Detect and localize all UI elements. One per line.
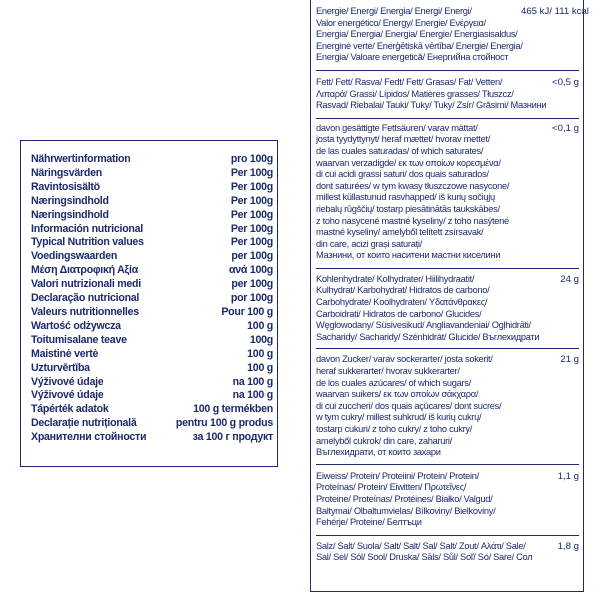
language-label: Výživové údaje [31, 389, 104, 402]
nutrient-label-line: Proteínas/ Protein/ Eiwitten/ Πρωτεΐνες/ [316, 482, 467, 493]
nutrient-label-line: waarvan verzadigde/ εκ των οποίων κορεσμένα/ [316, 157, 501, 168]
language-label: Ravintosisältö [31, 180, 100, 193]
nutrition-header-row [31, 306, 273, 320]
nutrient-label-line: Rasvad/ Riebalai/ Tauki/ Tuky/ Tuky/ Zsír/ Grăsimi/ Мазнини [316, 100, 547, 111]
nutrient-value: <0,1 g [552, 122, 579, 134]
nutrient-label-line: waarvan suikers/ εκ των οποίων σάκχαρα/ [316, 389, 479, 400]
nutrient-label-line: de las cuales saturadas/ of which saturates/ [316, 145, 484, 156]
per-100g-label: per 100g [231, 278, 273, 291]
language-label: Toitumisalane teave [31, 333, 127, 346]
per-100g-label: por 100g [230, 292, 273, 305]
nutrition-header-row [31, 264, 273, 278]
nutrition-header-row [31, 376, 273, 390]
language-label: Maistinė vertė [31, 347, 99, 360]
nutrient-label [316, 471, 521, 529]
nutrient-value: 1,1 g [557, 470, 579, 482]
per-100g-label: Per 100g [230, 222, 273, 235]
nutrient-label-line: Kohlenhydrate/ Kolhydrater/ Hiilihydraatit/ [316, 273, 475, 284]
language-label: Wartość odżywcza [31, 319, 121, 332]
per-100g-label: na 100 g [232, 389, 273, 402]
language-label: Voedingswaarden [31, 250, 118, 263]
nutrition-header-row [31, 292, 273, 306]
language-label: Valeurs nutritionnelles [31, 305, 139, 318]
nutrient-label-line: Мазнини, от които наситени мастни киселини [316, 250, 501, 261]
nutrient-label-line: Carbohydrate/ Koolhydraten/ Υδατάνθρακες/ [316, 297, 488, 308]
nutrient-section [316, 0, 589, 70]
nutrition-header-row [31, 223, 273, 237]
nutrient-label [316, 6, 521, 64]
nutrient-section [316, 348, 579, 463]
per-100g-label: 100g [249, 333, 273, 346]
language-label: Valori nutrizionali medi [31, 278, 141, 291]
nutrient-label-line: Λιπαρά/ Grassi/ Lípidos/ Matières grasses/ Tłuszcz/ [316, 88, 514, 99]
per-100g-label: Per 100g [230, 236, 273, 249]
nutrient-section [316, 70, 579, 118]
nutrient-value: 1,8 g [557, 540, 579, 552]
language-label: Хранителни стойности [31, 431, 147, 444]
nutrient-label-line: Въглехидрати, от които захари [316, 447, 441, 458]
nutrition-header-row [31, 195, 273, 209]
language-label: Declarație nutrițională [31, 417, 137, 430]
nutrient-section [316, 535, 579, 568]
nutrient-label-line: din care, acizi grași saturați/ [316, 238, 422, 249]
per-100g-label: na 100 g [232, 375, 273, 388]
nutrition-header-row [31, 320, 273, 334]
nutrient-label-line: di cui zuccheri/ dos quais açúcares/ dont sucres/ [316, 400, 502, 411]
nutrient-value: <0,5 g [552, 76, 579, 88]
per-100g-label: 100 g [247, 319, 273, 332]
nutrient-value: 24 g [560, 273, 579, 285]
nutrient-label-line: w tym cukry/ millest suhkrud/ iš kurių cukrų/ [316, 412, 482, 423]
nutrient-label-line: di cui acidi grassi saturi/ dos quais saturados/ [316, 169, 489, 180]
nutrient-label-line: Valor energético/ Energy/ Energie/ Ενέργεια/ [316, 17, 486, 28]
language-label: Μέση Διατροφική Αξία [31, 264, 138, 277]
nutrient-label-line: Energinė vertė/ Enerģētiskā vērtība/ Energie/ Energia/ [316, 40, 523, 51]
nutrient-label [316, 540, 533, 564]
nutrient-label [316, 354, 521, 458]
per-100g-label: 100 g [247, 347, 273, 360]
nutrition-header-row [31, 209, 273, 223]
per-100g-label: 100 g [247, 361, 273, 374]
language-label: Næringsindhold [31, 194, 109, 207]
nutrition-header-row [31, 278, 273, 292]
nutrient-label-line: Węglowodany/ Süsivesikud/ Angliavandeniai/ Ogļhidrāti/ [316, 320, 531, 331]
nutrient-section [316, 268, 579, 349]
nutrient-label-line: dont saturées/ w tym kwasy tłuszczowe nasycone/ [316, 180, 510, 191]
nutrient-label-line: Sacharidy/ Sacharidy/ Szénhidrát/ Glucide/ Въглехидрати [316, 331, 540, 342]
nutrient-label-line: riebalų rūgščių/ tostarp piesātinātās taukskābes/ [316, 203, 500, 214]
nutrient-label-line: mastné kyseliny/ amelyből telített zsírsavak/ [316, 227, 484, 238]
per-100g-label: per 100g [231, 250, 273, 263]
language-label: Tápérték adatok [31, 403, 109, 416]
per-100g-label: Per 100g [230, 208, 273, 221]
per-100g-label: Per 100g [230, 166, 273, 179]
nutrition-header-row [31, 362, 273, 376]
nutrient-value: 465 kJ/ 111 kcal [521, 6, 589, 17]
nutrient-section [316, 118, 579, 268]
nutrient-label-line: Carboidrati/ Hidratos de carbono/ Glucides/ [316, 308, 482, 319]
nutrient-label [316, 123, 521, 262]
language-label: Næringsindhold [31, 208, 109, 221]
language-label: Nährwertinformation [31, 153, 131, 165]
nutrient-value: 21 g [560, 354, 579, 366]
nutrition-header-table [20, 140, 278, 467]
per-100g-label: pentru 100 g produs [175, 417, 273, 430]
language-label: Declaração nutricional [31, 292, 140, 305]
nutrition-header-row [31, 181, 273, 195]
nutrient-label-line: davon gesättigte Fettsäuren/ varav mättat/ [316, 122, 478, 133]
nutrition-header-row [31, 167, 273, 181]
nutrition-header-row [31, 417, 273, 431]
per-100g-label: ανά 100g [228, 264, 273, 277]
nutrient-label-line: z toho nasycené mastné kyseliny/ z toho nasýtené [316, 215, 509, 226]
language-label: Näringsvärden [31, 166, 102, 179]
nutrient-label-line: amelyből cukrok/ din care, zaharuri/ [316, 435, 452, 446]
per-100g-label: Per 100g [230, 194, 273, 207]
nutrient-label-line: josta tyydyttynyt/ heraf mættet/ hvorav mettet/ [316, 134, 490, 145]
nutrition-header-row [31, 153, 273, 167]
nutrient-label-line: Salz/ Salt/ Suola/ Salt/ Salt/ Sal/ Salt/ Zout/ Αλάτι/ Sale/ [316, 540, 526, 551]
per-100g-label: Pour 100 g [221, 305, 273, 318]
per-100g-label: 100 g termékben [193, 403, 273, 416]
nutrient-label-line: Fehérje/ Proteine/ Белтъци [316, 517, 422, 528]
language-label: Información nutricional [31, 222, 143, 235]
nutrient-label-line: millest küllastunud rasvhapped/ iš kurių sočiųjų [316, 192, 495, 203]
nutrient-label-line: Energia/ Valoare energetică/ Енергийна стойност [316, 52, 509, 63]
nutrient-label-line: de los cuales azúcares/ of which sugars/ [316, 377, 471, 388]
nutrition-header-row [31, 334, 273, 348]
per-100g-label: pro 100g [230, 153, 273, 165]
language-label: Uzturvērtība [31, 361, 90, 374]
nutrient-label-line: Eiweiss/ Protein/ Proteiini/ Protein/ Protein/ [316, 470, 479, 481]
nutrition-header-row [31, 431, 273, 445]
nutrition-header-row [31, 389, 273, 403]
nutrient-label-line: heraf sukkerarter/ hvorav sukkerarter/ [316, 366, 460, 377]
nutrition-header-row [31, 348, 273, 362]
language-label: Typical Nutrition values [31, 236, 144, 249]
nutrient-label [316, 273, 540, 344]
language-label: Výživové údaje [31, 375, 104, 388]
nutrient-label-line: Sal/ Sel/ Sól/ Sool/ Druska/ Sāls/ Sůl/ Soľ/ Só/ Sare/ Сол [316, 552, 533, 563]
nutrient-label-line: Baltymai/ Olbaltumvielas/ Bílkoviny/ Bielkoviny/ [316, 505, 496, 516]
per-100g-label: Per 100g [230, 180, 273, 193]
nutrient-label-line: Fett/ Fett/ Rasva/ Fedt/ Fett/ Grasas/ Fat/ Vetten/ [316, 76, 503, 87]
nutrient-label-line: Kulhydrat/ Karbohydrat/ Hidratos de carbono/ [316, 285, 490, 296]
nutrition-header-row [31, 236, 273, 250]
nutrient-section [316, 464, 579, 535]
nutrition-values-table [310, 0, 589, 592]
nutrition-header-row [31, 250, 273, 264]
nutrient-label-line: Proteine/ Proteínas/ Protéines/ Białko/ Valgud/ [316, 493, 493, 504]
nutrient-label-line: Energia/ Energia/ Energia/ Energie/ Energiasisaldus/ [316, 29, 518, 40]
per-100g-label: за 100 г продукт [192, 431, 273, 444]
nutrient-label [316, 76, 547, 112]
nutrient-label-line: Energie/ Energi/ Energia/ Energi/ Energi/ [316, 6, 472, 16]
nutrient-label-line: davon Zucker/ varav sockerarter/ josta sokerit/ [316, 354, 493, 365]
nutrition-header-row [31, 403, 273, 417]
nutrient-label-line: tostarp cukuri/ z toho cukry/ z toho cukry/ [316, 424, 473, 434]
